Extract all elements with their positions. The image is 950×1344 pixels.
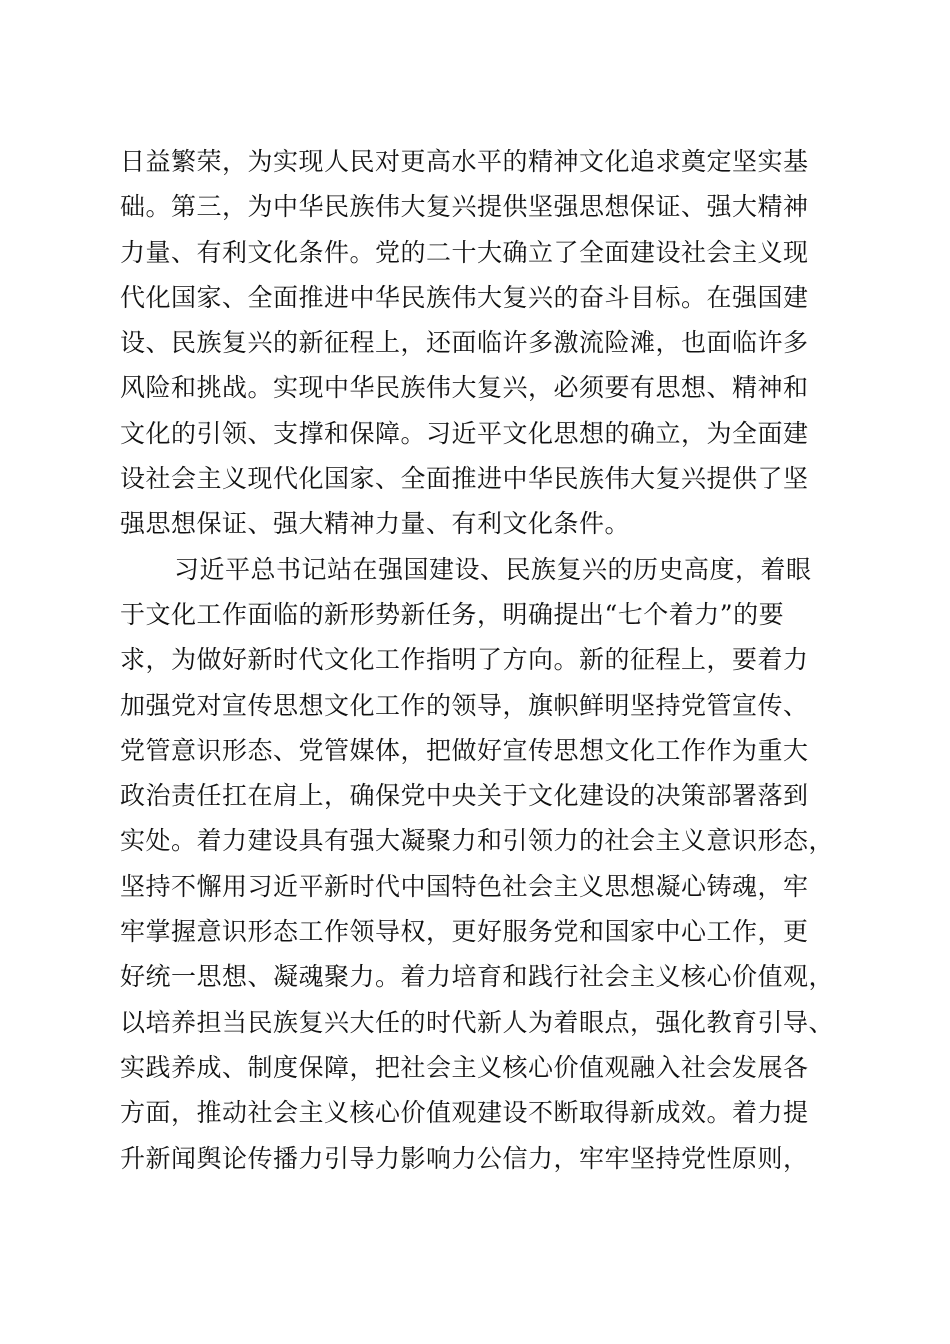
text-line: 设、民族复兴的新征程上，还面临许多激流险滩，也面临许多 bbox=[120, 328, 809, 358]
text-line: 实处。着力建设具有强大凝聚力和引领力的社会主义意识形态， bbox=[120, 826, 835, 856]
text-line: 坚持不懈用习近平新时代中国特色社会主义思想凝心铸魂，牢 bbox=[120, 871, 809, 901]
text-line: 求，为做好新时代文化工作指明了方向。新的征程上，要着力 bbox=[120, 645, 809, 675]
text-line: 加强党对宣传思想文化工作的领导，旗帜鲜明坚持党管宣传、 bbox=[120, 690, 809, 720]
text-line: 实践养成、制度保障，把社会主义核心价值观融入社会发展各 bbox=[120, 1052, 809, 1082]
text-line: 党管意识形态、党管媒体，把做好宣传思想文化工作作为重大 bbox=[120, 735, 809, 765]
text-line: 方面，推动社会主义核心价值观建设不断取得新成效。着力提 bbox=[120, 1098, 809, 1128]
text-line: 础。第三，为中华民族伟大复兴提供坚强思想保证、强大精神 bbox=[120, 192, 809, 222]
body-text bbox=[120, 139, 840, 1181]
text-line: 升新闻舆论传播力引导力影响力公信力，牢牢坚持党性原则， bbox=[120, 1143, 809, 1173]
text-line: 以培养担当民族复兴大任的时代新人为着眼点，强化教育引导、 bbox=[120, 1007, 835, 1037]
paragraph-first-line: 习近平总书记站在强国建设、民族复兴的历史高度，着眼 bbox=[174, 554, 812, 584]
text-line: 好统一思想、凝魂聚力。着力培育和践行社会主义核心价值观， bbox=[120, 962, 835, 992]
text-line: 代化国家、全面推进中华民族伟大复兴的奋斗目标。在强国建 bbox=[120, 282, 809, 312]
text-line: 政治责任扛在肩上，确保党中央关于文化建设的决策部署落到 bbox=[120, 781, 809, 811]
text-line: 牢掌握意识形态工作领导权，更好服务党和国家中心工作，更 bbox=[120, 917, 809, 947]
text-line: 日益繁荣，为实现人民对更高水平的精神文化追求奠定坚实基 bbox=[120, 147, 809, 176]
text-line: 设社会主义现代化国家、全面推进中华民族伟大复兴提供了坚 bbox=[120, 464, 809, 494]
text-line: 于文化工作面临的新形势新任务，明确提出“七个着力”的要 bbox=[120, 599, 785, 629]
text-line: 力量、有利文化条件。党的二十大确立了全面建设社会主义现 bbox=[120, 237, 809, 267]
text-line: 文化的引领、支撑和保障。习近平文化思想的确立，为全面建 bbox=[120, 418, 809, 448]
text-line: 风险和挑战。实现中华民族伟大复兴，必须要有思想、精神和 bbox=[120, 373, 809, 403]
text-line: 强思想保证、强大精神力量、有利文化条件。 bbox=[120, 509, 631, 539]
